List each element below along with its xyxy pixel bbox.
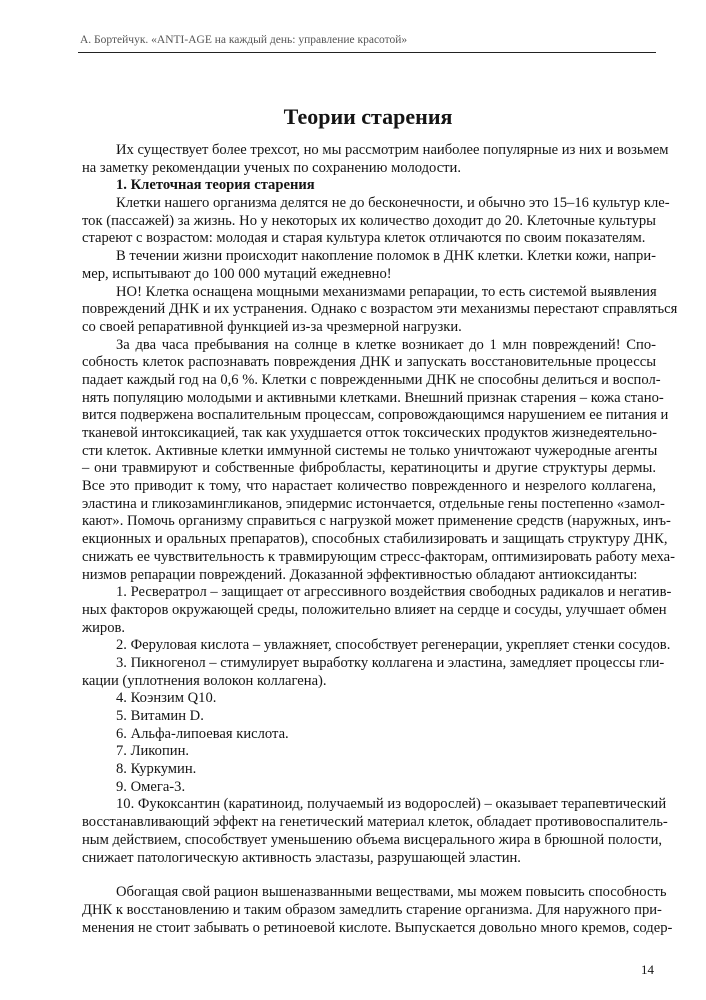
paragraph (82, 884, 673, 937)
text-line: стареют с возрастом: молодая и старая культура клеток отличаются по своим показателям. (82, 230, 646, 247)
text-line: 6. Альфа-липоевая кислота. (116, 725, 289, 742)
text-line: екционных и оральных препаратов), способных стабилизировать и защищать структуру ДНК, (82, 531, 668, 548)
text-line: собность клеток распознавать повреждения ДНК и запускать восстановительные процессы (82, 354, 656, 371)
text-line: ных факторов окружающей среды, положительно влияет на сердце и сосуды, улучшает обмен (82, 601, 667, 618)
text-line: За два часа пребывания на солнце в клетке возникает до 1 млн повреждений! Спо- (116, 336, 656, 353)
text-line: 5. Витамин D. (116, 708, 204, 724)
page-number: 14 (641, 962, 654, 977)
text-line: со своей репаративной функцией из-за чрезмерной нагрузки. (82, 318, 462, 335)
text-line: кают». Помочь организму справиться с нагрузкой может применение средств (наружных, инъ- (82, 513, 671, 530)
paragraph (82, 690, 656, 708)
header-rule (78, 52, 656, 53)
text-line: кации (уплотнения волокон коллагена). (82, 672, 327, 689)
text-line: сти клеток. Активные клетки иммунной системы не только уничтожают чужеродные агенты (82, 442, 658, 459)
text-line: эластина и гликозамингликанов, эпидермис истончается, отдельные гены постепенно «замол- (82, 495, 665, 512)
paragraph (82, 726, 656, 744)
paragraph (82, 654, 665, 690)
text-line: 2. Феруловая кислота – увлажняет, способствует регенерации, укрепляет стенки сосудов. (116, 637, 671, 654)
paragraph (82, 743, 656, 761)
text-line: ДНК к восстановлению и таким образом замедлить старение организма. Для наружного при- (82, 901, 662, 918)
text-line: 1. Клеточная теория старения (116, 177, 315, 194)
text-line: низмов репарации повреждений. Доказанной эффективностью обладают антиоксиданты: (82, 566, 638, 583)
text-line: В течении жизни происходит накопление поломок в ДНК клетки. Клетки кожи, напри- (116, 248, 656, 265)
paragraph (82, 195, 670, 248)
text-line: менения не стоит забывать о ретиноевой кислоте. Выпускается довольно много кремов, содер- (82, 919, 673, 936)
running-head: А. Бортейчук. «ANTI-AGE на каждый день: управление красотой» (80, 34, 408, 46)
text-line: 10. Фукоксантин (каратиноид, получаемый из водорослей) – оказывает терапевтический (116, 796, 667, 813)
page-title: Теории старения (283, 104, 453, 129)
text-line: ным действием, способствует уменьшению объема висцерального жира в брюшной полости, (82, 831, 663, 848)
body-text (82, 142, 678, 937)
text-line: на заметку рекомендации ученых по сохранению молодости. (82, 159, 462, 176)
paragraph (82, 708, 656, 726)
paragraph (82, 796, 668, 867)
paragraph (82, 584, 672, 637)
text-line: вится подвержена воспалительным процессам, сопровождающимся нарушением ее питания и (82, 407, 669, 424)
text-line: НО! Клетка оснащена мощными механизмами репарации, то есть системой выявления (116, 283, 657, 300)
paragraph (82, 283, 678, 337)
paragraph (82, 336, 675, 585)
section-heading (82, 177, 656, 195)
text-line: Обогащая свой рацион вышеназванными веществами, мы можем повысить способность (116, 884, 667, 901)
paragraph (82, 779, 656, 797)
paragraph (82, 248, 656, 283)
text-line: – они травмируют и собственные фибробласты, кератиноциты и другие структуры дермы. (82, 460, 656, 477)
text-line: Клетки нашего организма делятся не до бесконечности, и обычно это 15–16 культур кле- (116, 195, 670, 212)
text-line: ток (пассажей) за жизнь. Но у некоторых их количество доходит до 20. Клеточные культуры (82, 212, 656, 229)
paragraph (82, 761, 656, 779)
text-line: 3. Пикногенол – стимулирует выработку коллагена и эластина, замедляет процессы гли- (116, 654, 665, 671)
text-line: мер, испытывают до 100 000 мутаций ежедневно! (82, 265, 392, 282)
text-line: 7. Ликопин. (116, 743, 190, 760)
paragraph-gap (82, 867, 656, 884)
text-line: 8. Куркумин. (116, 761, 197, 778)
text-line: тканевой интоксикацией, так как ухудшается отток токсических продуктов жизнедеятельно- (82, 425, 657, 441)
paragraph (82, 637, 671, 655)
text-line: восстанавливающий эффект на генетический материал клеток, обладает противовоспалитель- (82, 814, 668, 831)
text-line: повреждений ДНК и их устранения. Однако с возрастом эти механизмы перестают справляться (82, 301, 678, 318)
paragraph (82, 142, 669, 177)
text-line: снижает патологическую активность эластазы, разрушающей эластин. (82, 849, 521, 866)
text-line: жиров. (82, 619, 126, 636)
text-line: Их существует более трехсот, но мы рассмотрим наиболее популярные из них и возьмем (116, 142, 669, 158)
text-line: 9. Омега-3. (116, 778, 186, 795)
text-line: нять популяцию молодыми и активными клетками. Внешний признак старения – кожа стано- (82, 389, 664, 406)
text-line: Все это приводит к тому, что нарастает количество поврежденного и незрелого коллагена, (82, 478, 656, 495)
text-line: снижать ее чувствительность к травмирующим стресс-факторам, оптимизировать работу меха- (82, 548, 675, 565)
text-line: 4. Коэнзим Q10. (116, 690, 217, 707)
text-line: падает каждый год на 0,6 %. Клетки с поврежденными ДНК не способны делиться и воспол- (82, 371, 661, 388)
text-line: 1. Ресвератрол – защищает от агрессивного воздействия свободных радикалов и негатив- (116, 584, 672, 601)
